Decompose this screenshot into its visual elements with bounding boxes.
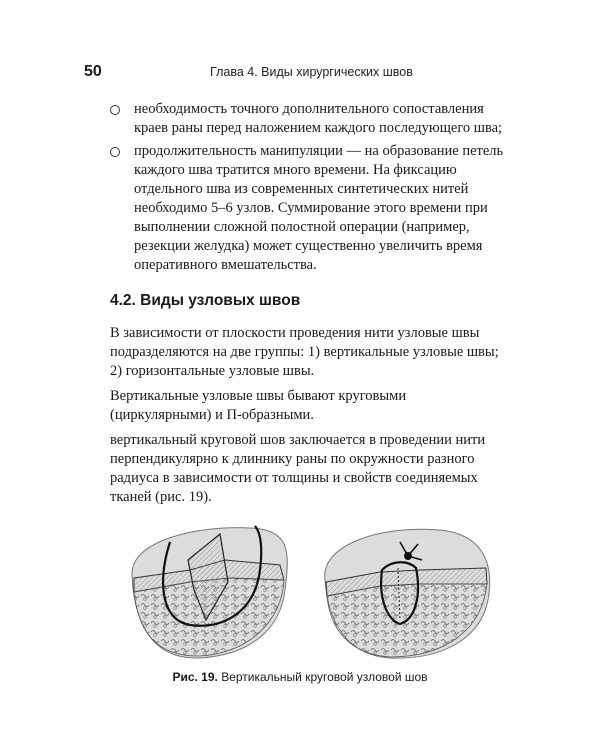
list-item (110, 100, 505, 138)
bullet-text: необходимость точного дополнительного сопоставления краев раны перед наложением каждого последующего шва; (134, 101, 503, 136)
circle-bullet-icon (110, 147, 120, 157)
bullet-list (110, 100, 505, 279)
figure-caption (0, 670, 600, 684)
caption-text: Вертикальный круговой узловой шов (221, 670, 428, 684)
section-title: 4.2. Виды узловых швов (110, 292, 301, 309)
suture-illustration (120, 520, 500, 665)
circle-bullet-icon (110, 105, 120, 115)
left-suture-panel (132, 526, 287, 658)
list-item (110, 142, 505, 275)
paragraph: вертикальный круговой шов заключается в проведении нити перпендикулярно к длиннику раны по окружности разного радиуса в зависимости от толщины и свойств соединяемых тканей (рис. 19). (110, 432, 486, 505)
running-head: Глава 4. Виды хирургических швов (210, 65, 413, 79)
paragraph: Вертикальные узловые швы бывают круговыми (циркулярными) и П-образными. (110, 388, 407, 423)
page-number: 50 (84, 63, 102, 80)
caption-label: Рис. 19. (172, 670, 218, 684)
bullet-text: продолжительность манипуляции — на образование петель каждого шва тратится много времени. На фиксацию отдельного шва из современных синтетических нитей необходимо 5–6 узлов. Суммирование этого времени при выполнении сложной полостной операции (например, резекции желудка) может существенно увеличить время оперативного вмешательства. (134, 143, 504, 273)
paragraph: В зависимости от плоскости проведения нити узловые швы подразделяются на две группы: 1) вертикальные узловые швы; 2) горизонтальные узловые швы. (110, 325, 499, 379)
right-suture-panel (325, 529, 490, 658)
suture-figure (120, 520, 500, 665)
